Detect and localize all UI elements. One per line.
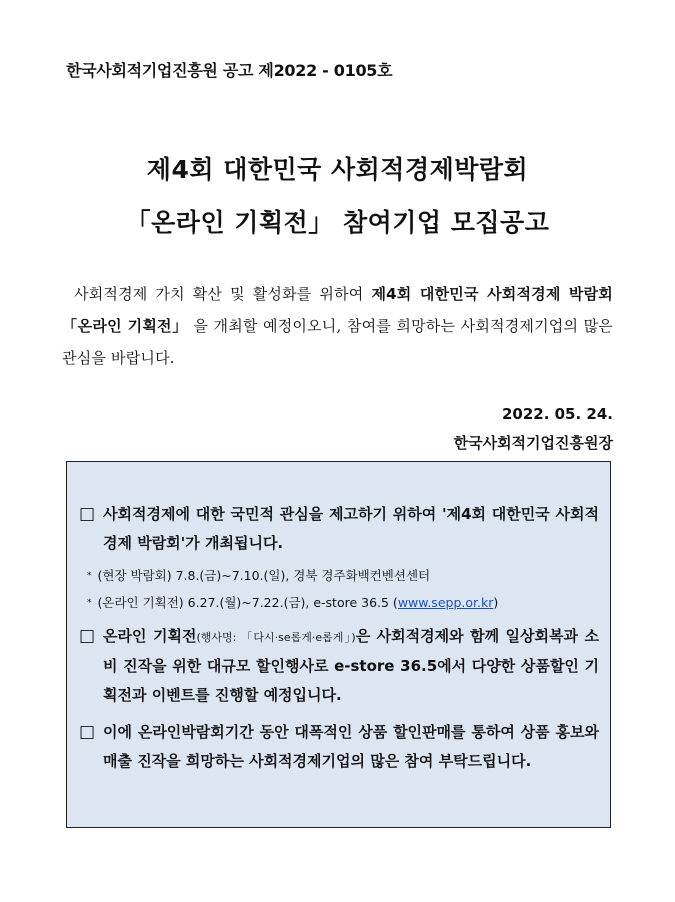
intro-text-2: 을 개최할 예정이오니, 참여를 희망하는 사회적경제기업의 많은 관심을 바랍니다. [62,317,613,367]
page-title-line1: 제4회 대한민국 사회적경제박람회 [146,155,529,184]
checkbox-bullet-icon: □ [79,626,96,646]
sub-item-online [87,593,498,611]
item2-text [79,622,599,710]
item2-rest: 은 사회적경제와 함께 일상회복과 소비 진작을 위한 대규모 할인행사로 e-store 36.5에서 다양한 상품할인 기획전과 이벤트를 진행할 예정입니다. [103,627,599,704]
asterisk-icon: * [87,571,92,581]
sub2-prefix: (온라인 기획전) 6.27.(월)~7.22.(금), e-store 36.5 ( [97,595,398,610]
sub2-suffix: ) [493,595,499,610]
list-item [79,500,599,558]
intro-text-1: 사회적경제 가치 확산 및 활성화를 위하여 [74,285,372,303]
list-item [79,622,599,710]
issuer-name: 한국사회적기업진흥원장 [453,434,613,452]
item3-text: 이에 온라인박람회기간 동안 대폭적인 상품 할인판매를 통하여 상품 홍보와 매출 진작을 희망하는 사회적경제기업의 많은 참여 부탁드립니다. [103,723,599,770]
sub1-text: (현장 박람회) 7.8.(금)~7.10.(일), 경북 경주화백컨벤션센터 [97,568,431,583]
checkbox-bullet-icon: □ [79,722,96,742]
item1-text: 사회적경제에 대한 국민적 관심을 제고하기 위하여 '제4회 대한민국 사회적경제 박람회'가 개최됩니다. [103,505,599,552]
item2-lead: 온라인 기획전 [103,627,197,645]
sub-item-offline [87,566,430,584]
sepp-link[interactable]: www.sepp.or.kr [397,595,494,610]
asterisk-icon: * [87,598,92,608]
list-item [79,718,599,776]
intro-bold-event: 제4회 대한민국 사회적경제 박람회 「온라인 기획전」 [62,285,613,335]
notice-date: 2022. 05. 24. [501,405,613,423]
checkbox-bullet-icon: □ [79,504,96,524]
page-title-line2: 「온라인 기획전」 참여기업 모집공고 [125,208,550,237]
item2-event-name: (행사명: 「다시·se롭게·e롭게」) [196,631,356,644]
notice-number: 한국사회적기업진흥원 공고 제2022 - 0105호 [66,61,393,80]
intro-paragraph [62,278,613,374]
summary-box [66,461,611,828]
